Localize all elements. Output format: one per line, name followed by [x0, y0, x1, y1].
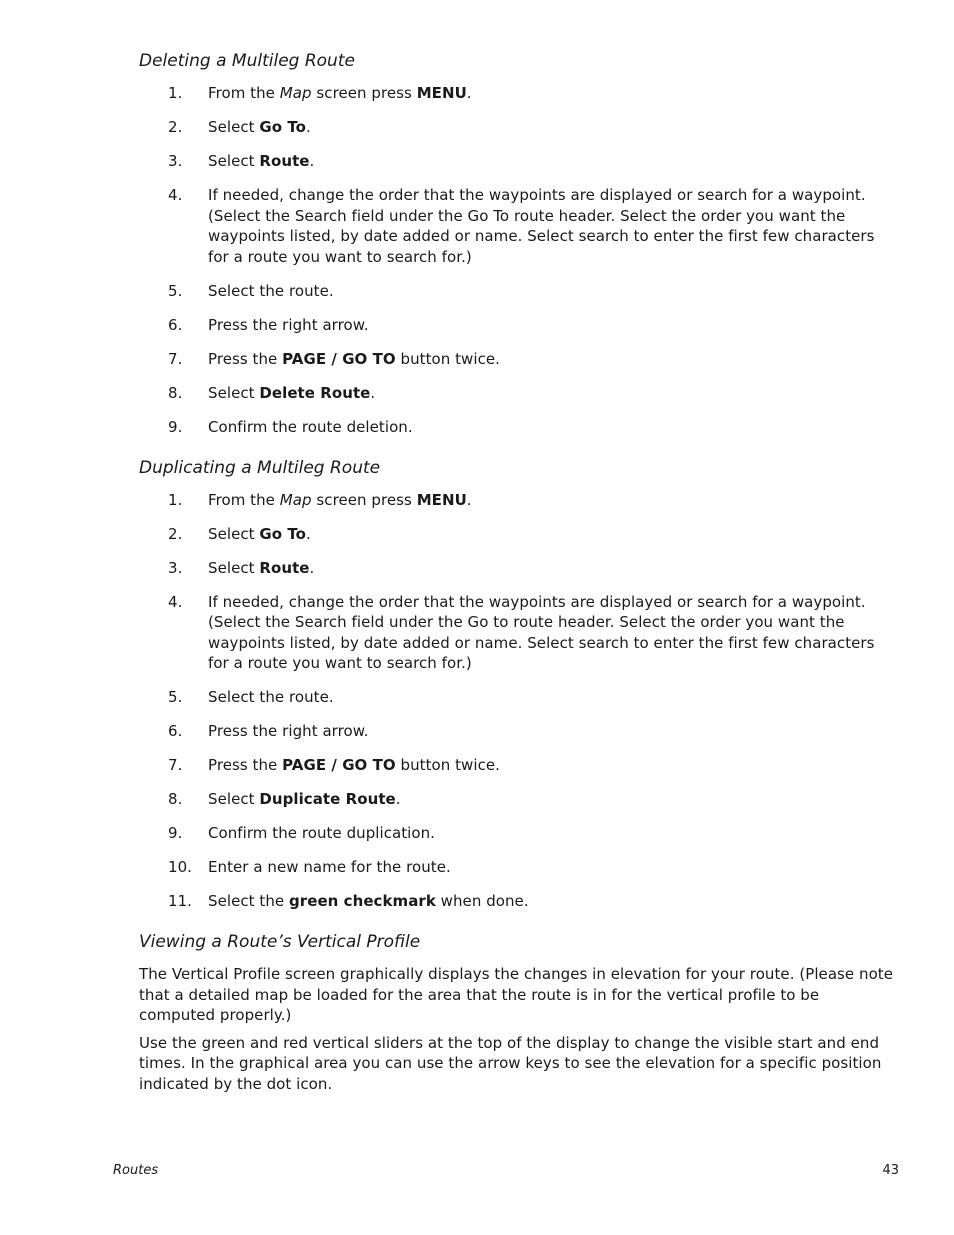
heading-vertical-profile: Viewing a Route’s Vertical Profile [139, 932, 421, 952]
step-number: 2. [168, 118, 183, 136]
heading-duplicating-route: Duplicating a Multileg Route [139, 457, 381, 478]
step-number: 5. [168, 688, 183, 706]
step-text: screen press [311, 84, 417, 102]
step-number: 2. [168, 524, 183, 543]
step [139, 721, 899, 742]
step-bold: PAGE / GO TO [282, 349, 396, 368]
step [139, 83, 899, 104]
steps-deleting-route [139, 83, 899, 437]
step-number: 3. [168, 558, 183, 577]
step-text: when done. [435, 892, 529, 910]
step [139, 891, 899, 912]
step [139, 558, 899, 579]
step-text: Select the route. [208, 688, 334, 706]
step-text: Select the route. [208, 281, 334, 300]
step-bold: PAGE / GO TO [282, 756, 396, 774]
step [139, 417, 899, 438]
step-text: button twice. [395, 756, 500, 774]
step-bold: Route [259, 558, 310, 577]
page-content [139, 50, 899, 1101]
step-bold: MENU [416, 490, 467, 509]
paragraph: The Vertical Profile screen graphically displays the changes in elevation for your route. (Please note that a detailed map be loaded for the area that the route is in for the vertical profile to be computed properly.) [139, 965, 894, 1024]
step-text: . [395, 790, 401, 808]
step [139, 349, 899, 370]
step [139, 789, 899, 810]
step-text: Enter a new name for the route. [208, 858, 451, 876]
step [139, 823, 899, 844]
step [139, 687, 899, 708]
paragraph: Use the green and red vertical sliders at the top of the display to change the visible start and end times. In the graphical area you can use the arrow keys to see the elevation for a specific position indicated by the dot icon. [139, 1033, 882, 1093]
step-text: . [306, 524, 311, 543]
step [139, 524, 899, 545]
step-italic: Map [279, 84, 312, 102]
step-text: Press the [208, 349, 283, 368]
step-number: 1. [168, 490, 183, 509]
step-number: 9. [168, 824, 183, 842]
step-text: If needed, change the order that the waypoints are displayed or search for a waypoint. (Select the Search field under the Go To route header. Select the order you want the waypoints listed, by date added or name. Select search to enter the first few characters for a route you want to search for.) [208, 186, 875, 266]
step-text: screen press [311, 490, 417, 509]
step [139, 151, 899, 172]
step-bold: Delete Route [259, 383, 371, 402]
step [139, 185, 899, 267]
step [139, 117, 899, 138]
step-text: From the [208, 490, 280, 509]
step-text: . [309, 558, 315, 577]
step-number: 8. [168, 790, 183, 808]
step-text: Select [208, 152, 260, 170]
step-bold: green checkmark [288, 892, 436, 910]
step-text: If needed, change the order that the waypoints are displayed or search for a waypoint. (Select the Search field under the Go to route header. Select the order you want the waypoints listed, by date added or name. Select search to enter the first few characters for a route you want to search for.) [208, 592, 875, 672]
step-text: From the [208, 84, 280, 102]
step-text: Confirm the route duplication. [208, 824, 435, 842]
step-number: 4. [168, 186, 183, 204]
step-text: button twice. [395, 349, 500, 368]
step-text: Select [208, 790, 260, 808]
step [139, 315, 899, 336]
step-number: 1. [168, 84, 183, 102]
step-number: 3. [168, 152, 183, 170]
step [139, 383, 899, 404]
step-text: Select the [208, 892, 289, 910]
step-number: 4. [168, 592, 183, 611]
step-number: 6. [168, 315, 183, 334]
step-number: 8. [168, 383, 183, 402]
step-bold: Go To [259, 118, 307, 136]
step-number: 9. [168, 417, 183, 436]
step-number: 11. [168, 892, 193, 910]
step-text: . [370, 383, 376, 402]
step-text: Confirm the route deletion. [208, 417, 413, 436]
steps-duplicating-route [139, 490, 899, 912]
step [139, 592, 899, 674]
step-bold: Route [259, 152, 310, 170]
step-bold: Go To [259, 524, 307, 543]
step-text: Select [208, 383, 260, 402]
step-text: Select [208, 524, 260, 543]
step-number: 10. [168, 858, 193, 876]
step-text: . [466, 84, 472, 102]
step-text: Press the [208, 756, 283, 774]
step-text: Select [208, 558, 260, 577]
step-text: Select [208, 118, 260, 136]
step [139, 490, 899, 511]
step-bold: MENU [416, 84, 467, 102]
step-number: 7. [168, 349, 183, 368]
step [139, 857, 899, 878]
heading-deleting-route: Deleting a Multileg Route [139, 51, 355, 71]
step-text: Press the right arrow. [208, 315, 369, 334]
step-text: . [306, 118, 311, 136]
step-text: . [309, 152, 315, 170]
step [139, 281, 899, 302]
step-number: 7. [168, 756, 183, 774]
step-number: 6. [168, 722, 183, 740]
step-italic: Map [279, 490, 312, 509]
step-bold: Duplicate Route [259, 790, 396, 808]
step [139, 755, 899, 776]
step-text: . [466, 490, 472, 509]
step-number: 5. [168, 281, 183, 300]
footer-page-number: 43 [882, 1163, 899, 1178]
step-text: Press the right arrow. [208, 722, 369, 740]
footer-chapter-title: Routes [113, 1163, 159, 1178]
